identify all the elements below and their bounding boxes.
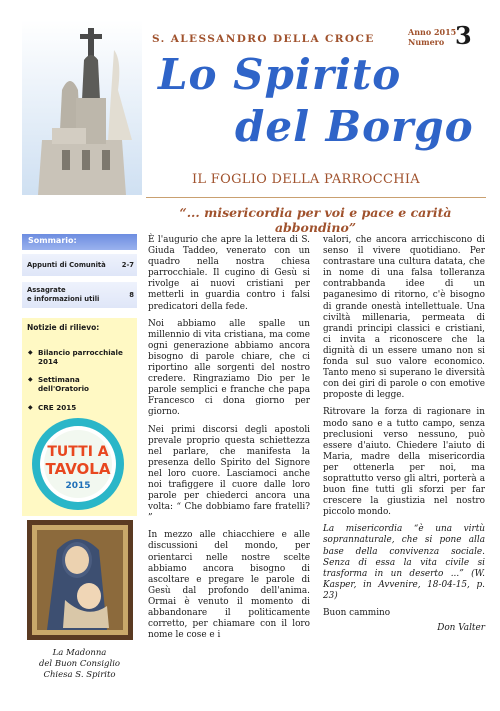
madonna-painting	[27, 520, 133, 640]
church-tower-photo	[22, 20, 142, 195]
notizie-title: Notizie di rilievo:	[27, 323, 100, 332]
toc-row	[22, 254, 137, 276]
kasper-quote: La misericordia “è una virtù soprannaturale, che si pone alla base della convivenza sociale. Senza di essa la vita civile si trasforma in un deserto ...” (W. Kasper, in Avvenire, 18-04-15, p. 23)	[323, 524, 485, 601]
toc-label: Appunti di Comunità	[27, 261, 106, 269]
notizie-bullet: ◆ Settimana dell'Oratorio	[28, 375, 133, 393]
notizie-bullet: ◆ Bilancio parrocchiale 2014	[28, 348, 133, 366]
article-paragraph: Noi abbiamo alle spalle un millennio di vita cristiana, ma come ogni generazione abbiamo ancora bisogno di parole chiare, che ci riportino alle sorgenti del nostro credere. Ringraziamo Dio per le parole semplici e franche che papa Francesco ci dona giorno per giorno.	[148, 318, 310, 418]
motto: “... misericordia per voi e pace e carità abbondino”	[179, 205, 452, 235]
article-column-2	[323, 235, 485, 640]
toc-page: 8	[129, 291, 134, 299]
article-paragraph: Ritrovare la forza di ragionare in modo sano e a tutto campo, senza preclusioni verso nessuno, può essere d'aiuto. Chiedere l'aiuto di Maria, madre della misericordia per ottenerla per noi, ma soprattutto verso gli altri, porterà a buon fine tutti gli sforzi per far crescere la giustizia nel nostro piccolo mondo.	[323, 407, 485, 518]
header-divider	[146, 197, 486, 198]
toc-label	[27, 286, 99, 304]
tutti-a-tavola-badge	[30, 416, 126, 512]
article-column-1	[148, 235, 310, 647]
caption-line1: La Madonna	[52, 648, 107, 658]
masthead-subtitle: IL FOGLIO DELLA PARROCCHIA	[192, 172, 420, 187]
toc-label-line2: e informazioni utili	[27, 295, 100, 303]
article-paragraph: Nei primi discorsi degli apostoli prevale proprio questa schiettezza nel parlare, che manifesta la presenza dello Spirito del Signore nel loro cuore. Lasciamoci anche noi trafiggere il cuore dalle loro parole per chiederci ancora una volta: “ Che dobbiamo fare fratelli? ”	[148, 424, 310, 524]
toc-label-line1: Assagrate	[27, 286, 66, 294]
article-paragraph: valori, che ancora arricchiscono di senso il vivere quotidiano. Per contrastare una cultura datata, che in nome di una falsa tolleranza contrabbanda idee di un paganesimo di ritorno, c'è bisogno di grande onestà intellettuale. Una civiltà millenaria, permeata di grandi principi classici e cristiani, ci invita a riconoscere che la dignità di un essere umano non si fonda sul suo valore economico. Tanto meno si superano le diversità con dei giri di parole o con emotive proposte di legge.	[323, 235, 485, 401]
issue-year: Anno 2015	[408, 27, 457, 37]
issue-number: 3	[455, 21, 472, 50]
issue-info	[408, 27, 456, 47]
article-paragraph: In mezzo alle chiacchiere e alle discussioni del mondo, per orientarci nelle nostre scelte abbiamo ancora bisogno di ascoltare e pregare le parole di Gesù dal profondo dell'anima. Ormai è venuto il momento di abbandonare il politicamente corretto, per chiamare con il loro nome le cose e i	[148, 530, 310, 641]
badge-main-text: TAVOLA	[45, 460, 111, 478]
toc-row	[22, 282, 137, 308]
toc-page: 2-7	[121, 261, 134, 269]
caption-line2: del Buon Consiglio	[38, 659, 121, 669]
masthead-title-line2: del Borgo	[235, 102, 474, 151]
issue-label: Numero	[408, 37, 445, 47]
closing-greeting: Buon cammino	[323, 608, 391, 618]
badge-year: 2015	[65, 481, 91, 491]
masthead-title-line1: Lo Spirito	[158, 50, 402, 99]
caption-line3: Chiesa S. Spirito	[43, 670, 116, 680]
parish-name: S. ALESSANDRO DELLA CROCE	[152, 33, 375, 45]
signature: Don Valter	[437, 623, 485, 634]
painting-caption	[22, 648, 137, 681]
article-paragraph: È l'augurio che apre la lettera di S. Giuda Taddeo, venerato con un quadro nella nostra chiesa parrocchiale. Il cugino di Gesù si rivolge ai nuovi cristiani per metterli in guardia contro i falsi predicatori della fede.	[148, 235, 310, 312]
badge-top-text: TUTTI A	[47, 444, 109, 460]
sommario-title: Sommario:	[28, 236, 77, 245]
sommario-header	[22, 234, 137, 250]
notizie-bullet: ◆ CRE 2015	[28, 403, 133, 412]
